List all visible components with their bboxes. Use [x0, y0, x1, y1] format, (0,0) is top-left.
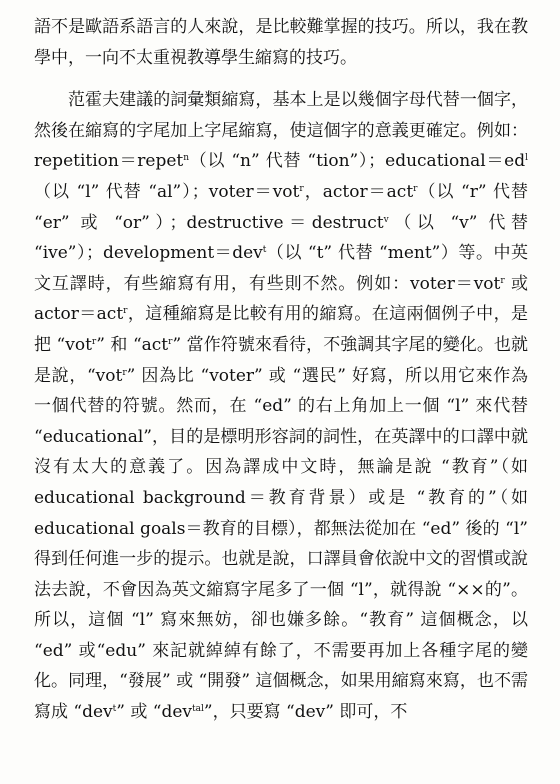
- superscript: t: [262, 245, 267, 256]
- text-run: ，actor＝act: [303, 181, 414, 202]
- superscript: r: [122, 367, 127, 378]
- superscript: r: [500, 275, 505, 286]
- text-run: （以 “n” 代替 “tion”）；educational＝ed: [189, 151, 526, 172]
- paragraph-1: 語不是歐語系語言的人來說，是比較難掌握的技巧。所以，我在教學中，一向不太重視教導學生縮寫的技巧。: [34, 17, 528, 68]
- paragraph-2: [34, 85, 528, 727]
- text-run: ” 當作符號來看待，不強調其字尾的變化。也就是說，“vot: [34, 334, 528, 386]
- superscript: tal: [192, 704, 204, 715]
- superscript: v: [383, 214, 389, 225]
- text-run: ” 因為比 “voter” 或 “選民” 好寫，所以用它來作為一個代替的符號。然而，在 “ed” 的右上角加上一個 “l” 來代替 “educational”，目的是標明形容詞的詞性，在英譯中的口譯中就沒有太大的意義了。因為譯成中文時，無論是說 “教育”（如 educational background＝教育背景）或是 “教育的”（如 educational goals＝教育的目標），都無法從加在 “ed” 後的 “l” 得到任何進一步的提示。也就是說，口譯員會依說中文的習慣或說法去說，不會因為英文縮寫字尾多了一個 “l”，就得說 “××的”。所以，這個 “l” 寫來無妨，卻也嫌多餘。“教育” 這個概念，以 “ed” 或“edu” 來記就綽綽有餘了，不需要再加上各種字尾的變化。同理，“發展” 或 “開發” 這個概念，如果用縮寫來寫，也不需寫成 “dev: [34, 365, 528, 723]
- superscript: r: [168, 336, 173, 347]
- text-run: （以 “l” 代替 “al”）；voter＝vot: [34, 181, 300, 202]
- text-run: ，這種縮寫是比較有用的縮寫。在這兩個例子中，是把 “vot: [34, 304, 528, 355]
- superscript: n: [183, 153, 190, 164]
- text-run: ”，只要寫 “dev” 即可，不: [203, 702, 408, 723]
- text-run: （以 “v” 代替 “ive”）；development＝dev: [34, 212, 529, 264]
- text-run: （以 “t” 代替 “ment”）等。中英文互譯時，有些縮寫有用，有些則不然。例如：voter＝vot: [34, 243, 528, 294]
- text-run: ” 或 “dev: [116, 702, 193, 723]
- superscript: r: [123, 306, 128, 317]
- superscript: t: [112, 704, 117, 715]
- superscript: r: [91, 336, 97, 347]
- document-page: [34, 12, 528, 728]
- text-run: （以 “r” 代替 “er” 或 “or”）；destructive＝destruct: [34, 181, 528, 233]
- superscript: l: [525, 153, 528, 164]
- text-run: 范霍夫建議的詞彙類縮寫，基本上是以幾個字母代替一個字，然後在縮寫的字尾加上字尾縮寫，使這個字的意義更確定。例如：repetition＝repet: [34, 90, 528, 172]
- superscript: r: [299, 183, 304, 194]
- text-run: ” 和 “act: [96, 334, 169, 355]
- text-run: 或 actor＝act: [34, 273, 528, 325]
- superscript: r: [413, 183, 418, 194]
